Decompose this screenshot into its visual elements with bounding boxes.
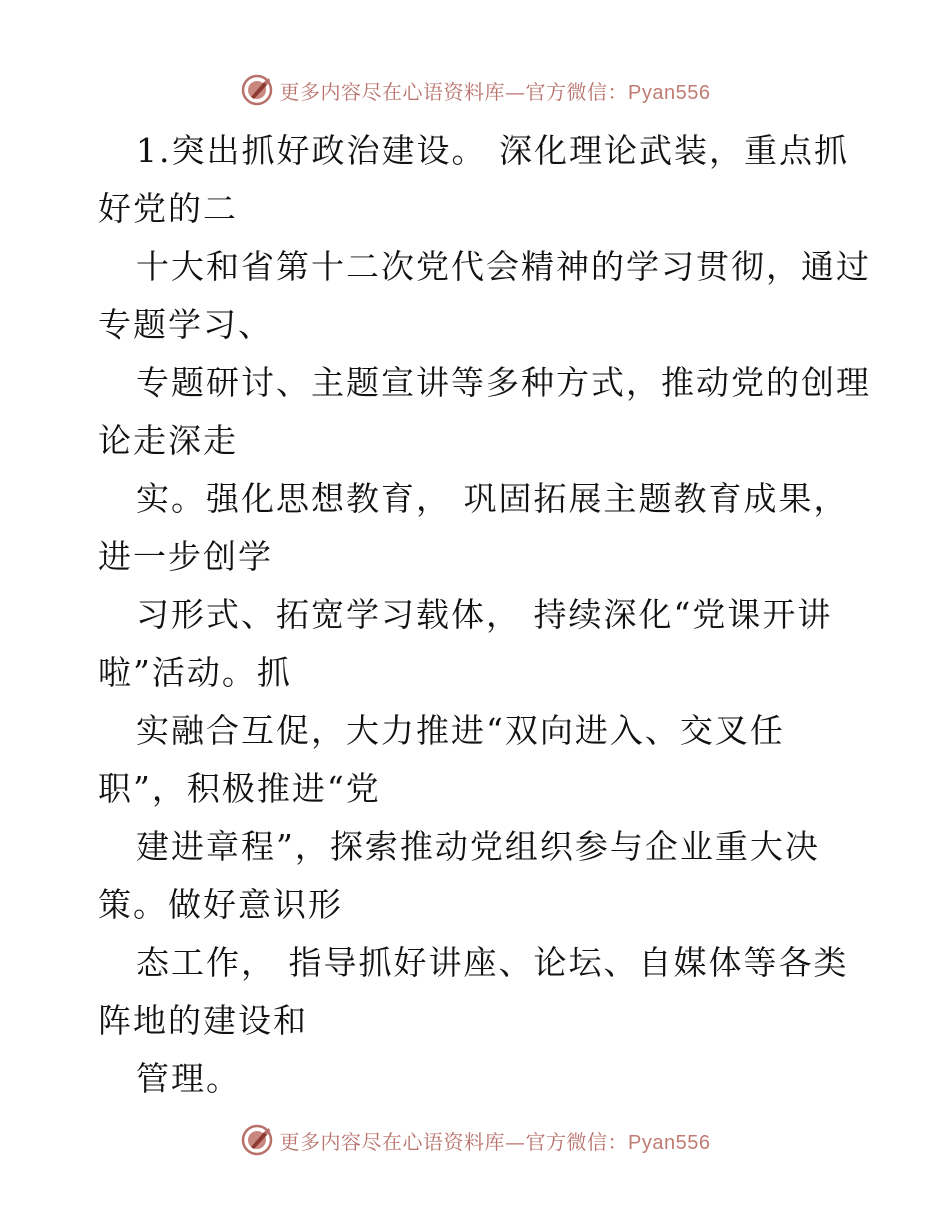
pen-nib-seal-icon bbox=[240, 73, 274, 107]
body-line: 实。强化思想教育， 巩固拓展主题教育成果， bbox=[136, 479, 849, 518]
body-line: 阵地的建设和 bbox=[98, 1001, 308, 1040]
document-body bbox=[98, 122, 898, 1108]
body-line: 专题研讨、主题宣讲等多种方式，推动党的创理 bbox=[136, 363, 871, 402]
body-line: 职”，积极推进“党 bbox=[98, 769, 381, 808]
body-line: 啦”活动。抓 bbox=[98, 653, 292, 692]
body-line: 习形式、拓宽学习载体， 持续深化“党课开讲 bbox=[136, 595, 833, 634]
body-line: 建进章程”，探索推动党组织参与企业重大决 bbox=[136, 827, 820, 866]
body-line: 论走深走 bbox=[98, 421, 238, 460]
body-line: 1.突出抓好政治建设。 深化理论武装，重点抓 bbox=[136, 131, 849, 170]
header-watermark bbox=[0, 70, 950, 110]
body-line: 管理。 bbox=[136, 1059, 241, 1098]
watermark-text: 更多内容尽在心语资料库—官方微信：Pyan556 bbox=[279, 1129, 711, 1154]
body-line: 实融合互促，大力推进“双向进入、交叉任 bbox=[136, 711, 785, 750]
body-line: 专题学习、 bbox=[98, 305, 273, 344]
body-line: 十大和省第十二次党代会精神的学习贯彻，通过 bbox=[136, 247, 871, 286]
body-line: 态工作， 指导抓好讲座、论坛、自媒体等各类 bbox=[136, 943, 849, 982]
body-line: 策。做好意识形 bbox=[98, 885, 343, 924]
body-line: 进一步创学 bbox=[98, 537, 273, 576]
watermark-text: 更多内容尽在心语资料库—官方微信：Pyan556 bbox=[279, 79, 711, 104]
pen-nib-seal-icon bbox=[240, 1123, 274, 1157]
body-line: 好党的二 bbox=[98, 189, 238, 228]
footer-watermark bbox=[0, 1120, 950, 1160]
